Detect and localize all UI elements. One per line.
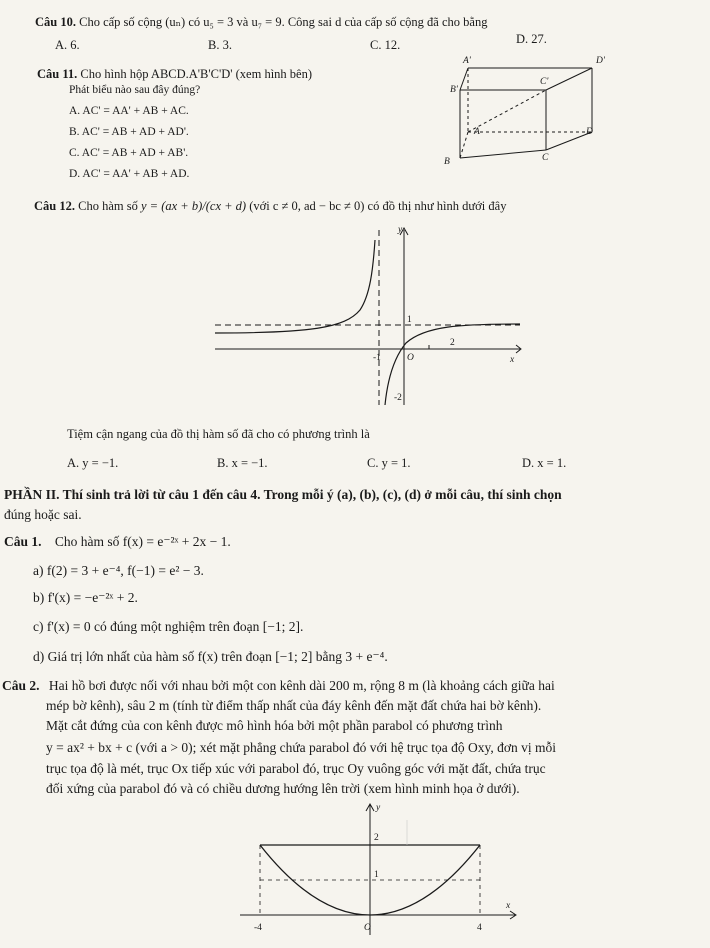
q12-opt-c: C. y = 1. [367, 456, 411, 470]
q10-opt-b: B. 3. [208, 38, 232, 52]
c2-origin: O [364, 923, 371, 933]
c2-tick-m4: -4 [254, 923, 262, 933]
label-c1: C' [540, 77, 549, 87]
label-b1: B' [450, 85, 458, 95]
c2-graph [230, 800, 530, 940]
q10-opt-a: A. 6. [55, 38, 80, 52]
q12-tick-m1: -1 [373, 353, 381, 363]
edge-bc [460, 150, 546, 158]
edge-ab [460, 132, 468, 158]
q10-label: Câu 10. [35, 15, 76, 29]
c2-text-1: Hai hồ bơi được nối với nhau bởi một con kênh dài 200 m, rộng 8 m (là khoảng cách giữa hai [48, 678, 555, 693]
c1-text: Cho hàm số f(x) = e⁻²ˣ + 2x − 1. [54, 534, 231, 549]
c1-line [4, 534, 231, 550]
c1-item-d: d) Giá trị lớn nhất của hàm số f(x) trên đoạn [−1; 2] bằng 3 + e⁻⁴. [33, 649, 388, 664]
q12-opt-a: A. y = −1. [67, 456, 119, 470]
c2-label: Câu 2. [2, 678, 40, 693]
label-b: B [444, 157, 450, 167]
diag-ac1 [468, 90, 546, 132]
q10-opt-d: D. 27. [516, 32, 547, 46]
c2-text-2: mép bờ kênh), sâu 2 m (tính từ điểm thấp nhất của đáy kênh đến mặt đất chứa hai bờ kênh). [46, 698, 542, 713]
q10-line [35, 14, 487, 30]
c2-tick-2: 2 [374, 833, 379, 843]
label-a: A [474, 127, 480, 137]
q11-sub: Phát biểu nào sau đây đúng? [69, 84, 201, 96]
box-figure [430, 52, 610, 172]
q12-graph [210, 220, 530, 410]
q12-text-b: (với c ≠ 0, ad − bc ≠ 0) có đồ thị như hình dưới đây [249, 199, 507, 213]
label-a1: A' [463, 56, 471, 66]
q12-tick-2: 2 [450, 338, 455, 348]
q12-tick-m2: -2 [394, 393, 402, 403]
c2-x-label: x [506, 901, 511, 911]
q12-text-a: Cho hàm số [78, 199, 138, 213]
q12-line [34, 198, 506, 214]
c2-text-5: trục tọa độ là mét, trục Ox tiếp xúc với parabol đó, trục Oy vuông góc với mặt đất, chứa trục [46, 761, 546, 776]
part2-line1: PHẦN II. Thí sinh trả lời từ câu 1 đến câu 4. Trong mỗi ý (a), (b), (c), (d) ở mỗi câu, thí sinh chọn [4, 487, 562, 502]
c2-tick-4: 4 [477, 923, 482, 933]
c2-text-6: đối xứng của parabol đó và có chiều dương hướng lên trời (xem hình minh họa ở dưới). [46, 781, 520, 796]
c2-line-1 [2, 678, 555, 694]
q12-opt-b: B. x = −1. [217, 456, 268, 470]
q11-opt-c: C. AC' = AB + AD + AB'. [69, 147, 189, 159]
q12-tick-1: 1 [407, 315, 412, 325]
right-branch [385, 324, 520, 405]
q11-opt-d: D. AC' = AA' + AB + AD. [69, 168, 190, 180]
q12-question: Tiệm cận ngang của đồ thị hàm số đã cho có phương trình là [67, 427, 370, 441]
label-d: D [586, 127, 593, 137]
c1-item-c: c) f'(x) = 0 có đúng một nghiệm trên đoạn [−1; 2]. [33, 619, 304, 634]
q11-opt-b: B. AC' = AB + AD + AD'. [69, 126, 189, 138]
q12-formula: y = (ax + b)/(cx + d) [140, 199, 247, 213]
c1-label: Câu 1. [4, 534, 42, 549]
q12-label: Câu 12. [34, 199, 75, 213]
c2-text-4: y = ax² + bx + c (với a > 0); xét mặt phẳng chứa parabol đó với hệ trục tọa độ Oxy, đơn vị mỗi [46, 740, 556, 755]
part2-line2: đúng hoặc sai. [4, 507, 82, 522]
label-d1: D' [596, 56, 605, 66]
c1-item-b: b) f'(x) = −e⁻²ˣ + 2. [33, 590, 138, 605]
q12-y-label: y [398, 225, 403, 235]
c1-item-a: a) f(2) = 3 + e⁻⁴, f(−1) = e² − 3. [33, 563, 204, 578]
edge-d1c1 [546, 68, 592, 90]
q12-opt-d: D. x = 1. [522, 456, 567, 470]
c2-tick-1: 1 [374, 870, 379, 880]
c2-y-label: y [376, 803, 381, 813]
q11-line [37, 66, 312, 82]
q12-origin: O [407, 353, 414, 363]
q12-x-label: x [510, 355, 515, 365]
q10-opt-c: C. 12. [370, 38, 401, 52]
label-c: C [542, 153, 549, 163]
left-branch [215, 240, 375, 333]
q10-text: Cho cấp số cộng (uₙ) có u₅ = 3 và u₇ = 9. Công sai d của cấp số cộng đã cho bằng [79, 15, 488, 29]
q11-label: Câu 11. [37, 67, 78, 81]
q11-opt-a: A. AC' = AA' + AB + AC. [69, 105, 189, 117]
edge-a1b1 [460, 68, 468, 90]
q11-text: Cho hình hộp ABCD.A'B'C'D' (xem hình bên) [80, 67, 313, 81]
c2-text-3: Mặt cắt đứng của con kênh được mô hình hóa bởi một phần parabol có phương trình [46, 718, 503, 733]
